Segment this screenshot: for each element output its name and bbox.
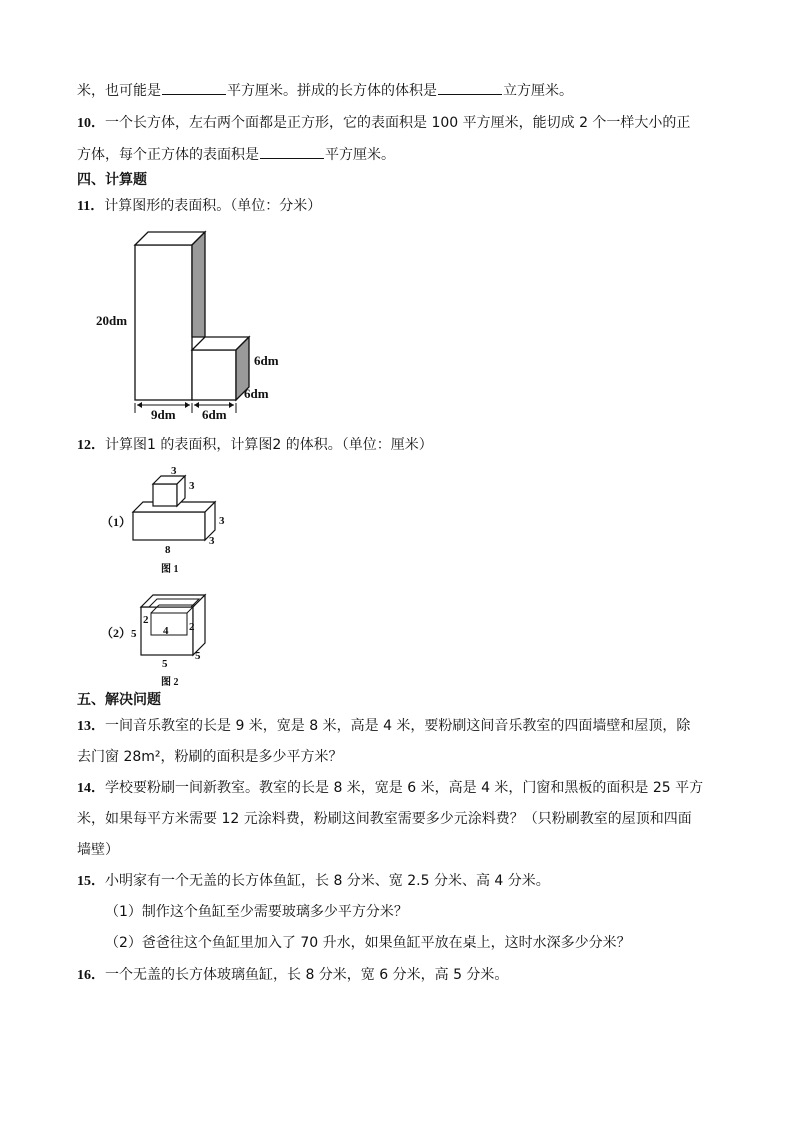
q12-line: 12．计算图1 的表面积，计算图2 的体积。（单位：厘米） xyxy=(77,437,433,453)
svg-text:3: 3 xyxy=(219,515,225,527)
q12-figure-2 xyxy=(95,585,235,690)
svg-text:3: 3 xyxy=(171,465,177,477)
svg-text:5: 5 xyxy=(162,658,168,670)
fig1-caption: 图 1 xyxy=(161,564,179,575)
svg-text:3: 3 xyxy=(209,535,215,547)
q13-line-2: 去门窗 28m²，粉刷的面积是多少平方米？ xyxy=(77,749,343,765)
label-6dm-height: 6dm xyxy=(254,353,279,368)
svg-text:5: 5 xyxy=(131,628,137,640)
section-4-title: 四、计算题 xyxy=(77,172,147,188)
svg-text:8: 8 xyxy=(165,544,171,556)
section-5-title: 五、解决问题 xyxy=(77,692,161,708)
q15-sub-1: （1）制作这个鱼缸至少需要玻璃多少平方分米？ xyxy=(105,904,408,920)
q10-line-2: 方体，每个正方体的表面积是 平方厘米。 xyxy=(77,144,395,165)
q14-line-1: 14．学校要粉刷一间新教室。教室的长是 8 米，宽是 6 米，高是 4 米，门窗和黑板的面积是 25 平方 xyxy=(77,780,704,796)
svg-text:2: 2 xyxy=(189,621,195,633)
label-9dm: 9dm xyxy=(151,407,176,422)
label-6dm-width: 6dm xyxy=(202,407,227,422)
q9-blank-2[interactable] xyxy=(438,80,502,95)
q9-tail-line: 米，也可能是 平方厘米。拼成的长方体的体积是 立方厘米。 xyxy=(77,80,573,101)
label-6dm-depth: 6dm xyxy=(244,386,269,401)
svg-text:4: 4 xyxy=(163,625,169,637)
q11-figure xyxy=(90,225,290,425)
q9-blank-1[interactable] xyxy=(162,80,226,95)
q13-line-1: 13．一间音乐教室的长是 9 米，宽是 8 米，高是 4 米，要粉刷这间音乐教室的四面墙壁和屋顶，除 xyxy=(77,718,691,734)
q11-line: 11．计算图形的表面积。（单位：分米） xyxy=(77,198,322,214)
svg-text:5: 5 xyxy=(195,650,201,662)
svg-text:3: 3 xyxy=(189,480,195,492)
q14-line-3: 墙壁） xyxy=(77,842,119,858)
q10-blank[interactable] xyxy=(260,144,324,159)
fig1-cube-front xyxy=(153,484,177,506)
q16-line: 16．一个无盖的长方体玻璃鱼缸，长 8 分米，宽 6 分米，高 5 分米。 xyxy=(77,967,509,983)
q15-line: 15．小明家有一个无盖的长方体鱼缸，长 8 分米、宽 2.5 分米、高 4 分米。 xyxy=(77,873,550,889)
fig2-notch xyxy=(151,613,187,635)
label-20dm: 20dm xyxy=(96,313,128,328)
q12-figure-1 xyxy=(95,462,235,577)
tall-box-front xyxy=(135,245,192,400)
tall-box-side xyxy=(192,232,205,337)
svg-text:（1）: （1） xyxy=(101,515,132,529)
svg-text:（2）: （2） xyxy=(101,626,132,640)
q10-line-1: 10．一个长方体，左右两个面都是正方形，它的表面积是 100 平方厘米，能切成 2 个一样大小的正 xyxy=(77,115,691,131)
q14-line-2: 米，如果每平方米需要 12 元涂料费，粉刷这间教室需要多少元涂料费？（只粉刷教室的屋顶和四面 xyxy=(77,811,692,827)
q15-sub-2: （2）爸爸往这个鱼缸里加入了 70 升水，如果鱼缸平放在桌上，这时水深多少分米？ xyxy=(105,935,631,951)
small-box-front xyxy=(192,350,236,400)
svg-text:2: 2 xyxy=(143,614,149,626)
fig1-base-front xyxy=(133,512,205,540)
fig2-caption: 图 2 xyxy=(161,677,179,688)
